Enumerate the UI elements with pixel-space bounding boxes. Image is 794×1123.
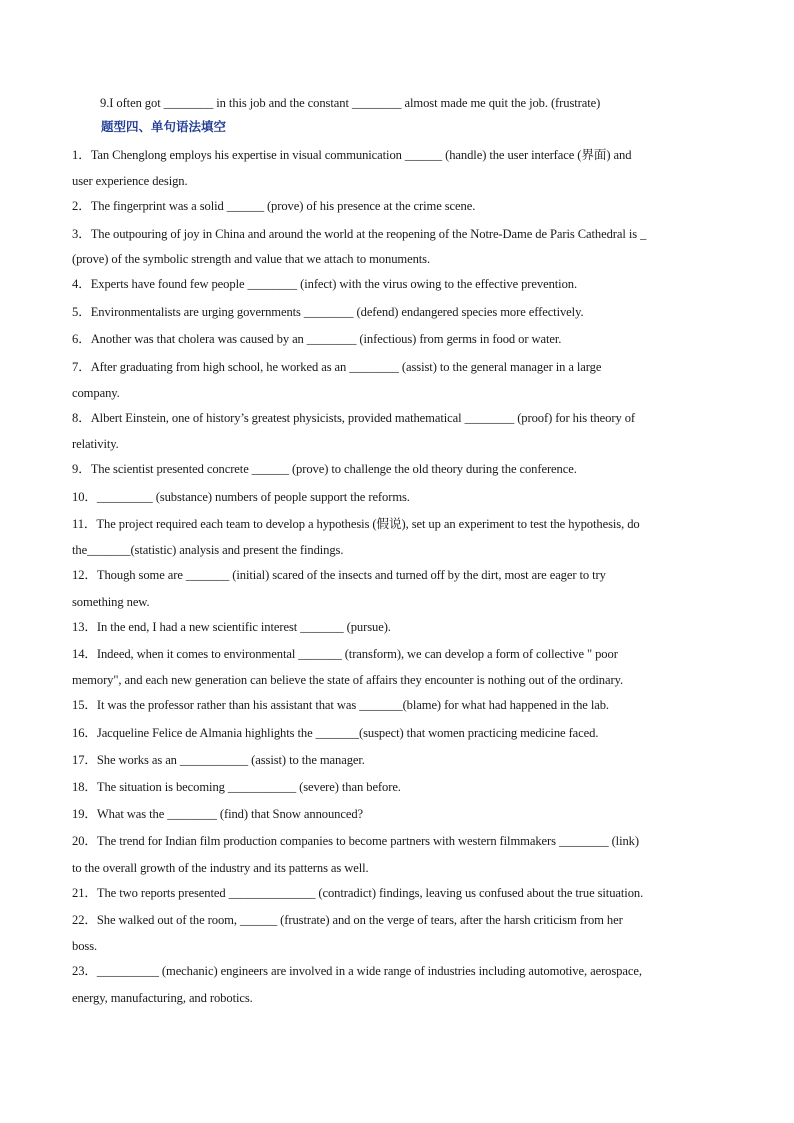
question-line: 10．_________ (substance) numbers of people support the reforms.	[72, 490, 410, 504]
question-line: 14．Indeed, when it comes to environmental _______ (transform), we can develop a form of collective " poor	[72, 647, 618, 661]
question-line: 22．She walked out of the room, ______ (frustrate) and on the verge of tears, after the harsh criticism from her	[72, 913, 623, 927]
question-line: 11．The project required each team to develop a hypothesis (假说), set up an experiment to test the hypothesis, do	[72, 517, 640, 531]
question-line: 6．Another was that cholera was caused by an ________ (infectious) from germs in food or water.	[72, 332, 562, 346]
question-line: 4．Experts have found few people ________ (infect) with the virus owing to the effective prevention.	[72, 277, 578, 291]
question-line: to the overall growth of the industry and its patterns as well.	[72, 861, 369, 875]
question-line: relativity.	[72, 437, 119, 451]
question-line: (prove) of the symbolic strength and value that we attach to monuments.	[72, 252, 431, 266]
question-line: boss.	[72, 939, 98, 953]
question-line: 20．The trend for Indian film production companies to become partners with western filmmakers ________ (link)	[72, 834, 639, 848]
previous-exercise-item: 9.I often got ________ in this job and the constant ________ almost made me quit the job. (frustrate)	[100, 96, 601, 110]
question-line: user experience design.	[72, 174, 188, 188]
question-line: memory", and each new generation can believe the state of affairs they encounter is nothing out of the ordinary.	[72, 673, 624, 687]
question-line: 18．The situation is becoming ___________ (severe) than before.	[72, 780, 401, 794]
question-line: 19．What was the ________ (find) that Snow announced?	[72, 807, 364, 821]
question-line: 21．The two reports presented ______________ (contradict) findings, leaving us confused about the true situation.	[72, 886, 644, 900]
question-line: 1．Tan Chenglong employs his expertise in visual communication ______ (handle) the user interface (界面) and	[72, 148, 632, 162]
question-line: company.	[72, 386, 120, 400]
question-line: 16．Jacqueline Felice de Almania highlights the _______(suspect) that women practicing medicine faced.	[72, 726, 599, 740]
question-line: 13．In the end, I had a new scientific interest _______ (pursue).	[72, 620, 391, 634]
question-line: 17．She works as an ___________ (assist) to the manager.	[72, 753, 365, 767]
question-line: 7．After graduating from high school, he worked as an ________ (assist) to the general manager in a large	[72, 360, 602, 374]
question-line: 2．The fingerprint was a solid ______ (prove) of his presence at the crime scene.	[72, 199, 476, 213]
question-line: 5．Environmentalists are urging governments ________ (defend) endangered species more effectively.	[72, 305, 584, 319]
question-line: 8．Albert Einstein, one of history’s greatest physicists, provided mathematical ________ (proof) for his theory of	[72, 411, 635, 425]
question-line: something new.	[72, 595, 150, 609]
question-line: 3．The outpouring of joy in China and around the world at the reopening of the Notre-Dame de Paris Cathedral is _	[72, 227, 647, 241]
question-line: the_______(statistic) analysis and present the findings.	[72, 543, 344, 557]
question-line: 15．It was the professor rather than his assistant that was _______(blame) for what had happened in the lab.	[72, 698, 609, 712]
question-line: 12．Though some are _______ (initial) scared of the insects and turned off by the dirt, most are eager to try	[72, 568, 606, 582]
question-line: energy, manufacturing, and robotics.	[72, 991, 253, 1005]
section-heading: 题型四、单句语法填空	[101, 119, 227, 134]
question-line: 23．__________ (mechanic) engineers are involved in a wide range of industries including automotive, aerospace,	[72, 964, 642, 978]
question-line: 9．The scientist presented concrete ______ (prove) to challenge the old theory during the conference.	[72, 462, 577, 476]
